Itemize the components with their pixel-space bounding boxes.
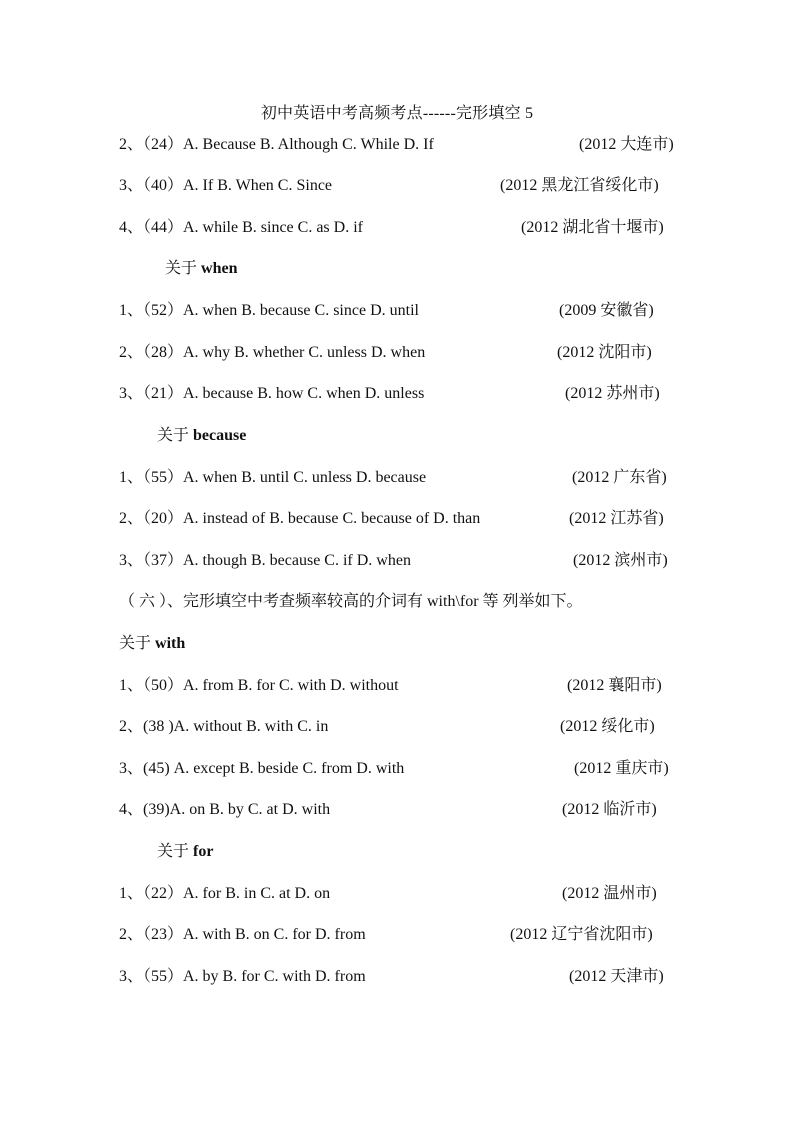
question-line	[119, 883, 689, 905]
question-line	[119, 550, 689, 572]
question-text: 3、（21）A. because B. how C. when D. unless	[119, 385, 425, 402]
heading-keyword: when	[201, 260, 238, 277]
heading-keyword: for	[193, 843, 214, 860]
question-source: (2012 绥化市)	[560, 718, 655, 735]
question-line	[119, 966, 689, 988]
section-heading-for	[157, 841, 213, 863]
heading-prefix: 关于	[165, 260, 202, 277]
question-text: 2、（20）A. instead of B. because C. because of D. than	[119, 510, 481, 527]
heading-keyword: because	[193, 427, 247, 444]
question-text: 1、（22）A. for B. in C. at D. on	[119, 885, 331, 902]
question-line	[119, 300, 689, 322]
question-source: (2012 广东省)	[572, 469, 667, 486]
question-source: (2012 湖北省十堰市)	[521, 219, 664, 236]
heading-prefix: 关于	[157, 427, 194, 444]
question-source: (2012 辽宁省沈阳市)	[510, 926, 653, 943]
question-text: 4、（44）A. while B. since C. as D. if	[119, 219, 363, 236]
question-line	[119, 342, 689, 364]
question-line	[119, 383, 689, 405]
question-source: (2012 襄阳市)	[567, 677, 662, 694]
question-source: (2012 苏州市)	[565, 385, 660, 402]
question-line	[119, 675, 689, 697]
question-text: 2、（28）A. why B. whether C. unless D. when	[119, 344, 426, 361]
question-source: (2012 沈阳市)	[557, 344, 652, 361]
question-text: 1、（52）A. when B. because C. since D. until	[119, 302, 419, 319]
question-text: 2、（23）A. with B. on C. for D. from	[119, 926, 366, 943]
question-text: 3、（37）A. though B. because C. if D. when	[119, 552, 411, 569]
question-line	[119, 799, 689, 821]
question-source: (2012 重庆市)	[574, 760, 669, 777]
heading-prefix: 关于	[119, 635, 156, 652]
question-text: 1、（55）A. when B. until C. unless D. because	[119, 469, 427, 486]
question-text: 3、（55）A. by B. for C. with D. from	[119, 968, 366, 985]
heading-keyword: with	[155, 635, 186, 652]
question-line	[119, 467, 689, 489]
question-source: (2012 江苏省)	[569, 510, 664, 527]
question-text: 3、（40）A. If B. When C. Since	[119, 177, 333, 194]
question-text: 2、（24）A. Because B. Although C. While D. If	[119, 136, 434, 153]
section-intro: （ 六 ）、完形填空中考查频率较高的介词有 with\for 等 列举如下。	[119, 593, 583, 610]
question-text: 1、（50）A. from B. for C. with D. without	[119, 677, 399, 694]
question-text: 2、(38 )A. without B. with C. in	[119, 718, 329, 735]
question-source: (2012 黑龙江省绥化市)	[500, 177, 659, 194]
section-heading-because	[157, 425, 246, 447]
question-line	[119, 175, 689, 197]
question-source: (2012 温州市)	[562, 885, 657, 902]
question-line	[119, 758, 689, 780]
heading-prefix: 关于	[157, 843, 194, 860]
question-source: (2009 安徽省)	[559, 302, 654, 319]
question-line	[119, 217, 689, 239]
question-text: 4、(39)A. on B. by C. at D. with	[119, 801, 331, 818]
section-heading-with	[119, 633, 185, 655]
question-source: (2012 天津市)	[569, 968, 664, 985]
question-line	[119, 716, 689, 738]
question-source: (2012 滨州市)	[573, 552, 668, 569]
section-heading-when	[165, 258, 237, 280]
question-source: (2012 临沂市)	[562, 801, 657, 818]
question-line	[119, 508, 689, 530]
question-text: 3、(45) A. except B. beside C. from D. with	[119, 760, 405, 777]
question-source: (2012 大连市)	[579, 136, 674, 153]
question-line	[119, 134, 689, 156]
page-title: 初中英语中考高频考点------完形填空 5	[260, 105, 534, 122]
question-line	[119, 924, 689, 946]
